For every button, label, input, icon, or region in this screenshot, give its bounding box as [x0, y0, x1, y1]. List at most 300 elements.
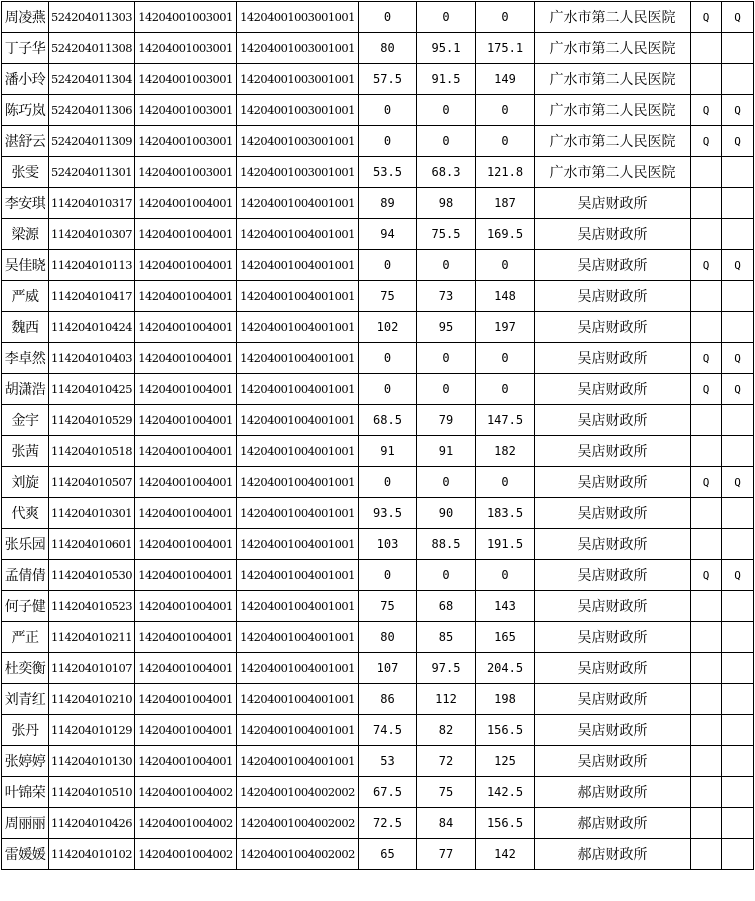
- unit-code-cell: 14204001003001: [135, 157, 237, 188]
- second-score-cell: 68: [417, 591, 476, 622]
- flag-cell-2: [722, 746, 754, 777]
- flag-cell-1: Q: [691, 343, 722, 374]
- unit-code-cell: 14204001004002: [135, 808, 237, 839]
- employer-unit-cell: 郝店财政所: [535, 839, 691, 870]
- table-row: [2, 560, 754, 591]
- flag-cell-2: [722, 312, 754, 343]
- post-code-cell: 14204001003001001: [237, 64, 359, 95]
- total-score-cell: 149: [476, 64, 535, 95]
- candidate-name-cell: 代爽: [2, 498, 49, 529]
- exam-number-cell: 114204010210: [49, 684, 135, 715]
- candidate-name-cell: 丁子华: [2, 33, 49, 64]
- candidate-name-cell: 叶锦荣: [2, 777, 49, 808]
- total-score-cell: 187: [476, 188, 535, 219]
- flag-cell-2: [722, 715, 754, 746]
- table-row: [2, 808, 754, 839]
- total-score-cell: 0: [476, 467, 535, 498]
- post-code-cell: 14204001004001001: [237, 374, 359, 405]
- flag-cell-1: [691, 808, 722, 839]
- unit-code-cell: 14204001004001: [135, 281, 237, 312]
- table-body: [2, 2, 754, 870]
- exam-number-cell: 114204010507: [49, 467, 135, 498]
- table-row: [2, 2, 754, 33]
- exam-number-cell: 114204010529: [49, 405, 135, 436]
- table-row: [2, 250, 754, 281]
- second-score-cell: 0: [417, 250, 476, 281]
- flag-cell-2: Q: [722, 467, 754, 498]
- unit-code-cell: 14204001003001: [135, 126, 237, 157]
- table-row: [2, 405, 754, 436]
- flag-cell-1: [691, 312, 722, 343]
- table-row: [2, 684, 754, 715]
- post-code-cell: 14204001004001001: [237, 188, 359, 219]
- second-score-cell: 95.1: [417, 33, 476, 64]
- post-code-cell: 14204001004001001: [237, 281, 359, 312]
- employer-unit-cell: 广水市第二人民医院: [535, 126, 691, 157]
- score-table: [1, 1, 754, 870]
- written-score-cell: 53: [359, 746, 417, 777]
- unit-code-cell: 14204001004001: [135, 498, 237, 529]
- unit-code-cell: 14204001004002: [135, 839, 237, 870]
- flag-cell-1: Q: [691, 467, 722, 498]
- flag-cell-1: Q: [691, 560, 722, 591]
- flag-cell-1: [691, 405, 722, 436]
- unit-code-cell: 14204001004001: [135, 343, 237, 374]
- second-score-cell: 68.3: [417, 157, 476, 188]
- second-score-cell: 90: [417, 498, 476, 529]
- second-score-cell: 88.5: [417, 529, 476, 560]
- total-score-cell: 198: [476, 684, 535, 715]
- flag-cell-2: [722, 281, 754, 312]
- written-score-cell: 86: [359, 684, 417, 715]
- exam-number-cell: 114204010130: [49, 746, 135, 777]
- post-code-cell: 14204001004001001: [237, 746, 359, 777]
- employer-unit-cell: 广水市第二人民医院: [535, 33, 691, 64]
- table-row: [2, 126, 754, 157]
- second-score-cell: 0: [417, 343, 476, 374]
- total-score-cell: 0: [476, 374, 535, 405]
- written-score-cell: 103: [359, 529, 417, 560]
- flag-cell-1: Q: [691, 374, 722, 405]
- second-score-cell: 98: [417, 188, 476, 219]
- written-score-cell: 53.5: [359, 157, 417, 188]
- unit-code-cell: 14204001004001: [135, 188, 237, 219]
- exam-number-cell: 114204010107: [49, 653, 135, 684]
- second-score-cell: 112: [417, 684, 476, 715]
- employer-unit-cell: 吴店财政所: [535, 622, 691, 653]
- post-code-cell: 14204001004001001: [237, 622, 359, 653]
- candidate-name-cell: 孟倩倩: [2, 560, 49, 591]
- post-code-cell: 14204001003001001: [237, 2, 359, 33]
- exam-number-cell: 114204010518: [49, 436, 135, 467]
- total-score-cell: 148: [476, 281, 535, 312]
- unit-code-cell: 14204001004001: [135, 684, 237, 715]
- employer-unit-cell: 吴店财政所: [535, 529, 691, 560]
- flag-cell-2: [722, 839, 754, 870]
- total-score-cell: 147.5: [476, 405, 535, 436]
- flag-cell-2: [722, 405, 754, 436]
- table-row: [2, 33, 754, 64]
- total-score-cell: 197: [476, 312, 535, 343]
- unit-code-cell: 14204001004001: [135, 715, 237, 746]
- total-score-cell: 143: [476, 591, 535, 622]
- employer-unit-cell: 广水市第二人民医院: [535, 64, 691, 95]
- second-score-cell: 0: [417, 126, 476, 157]
- flag-cell-1: [691, 33, 722, 64]
- post-code-cell: 14204001003001001: [237, 157, 359, 188]
- post-code-cell: 14204001004001001: [237, 498, 359, 529]
- table-row: [2, 839, 754, 870]
- exam-number-cell: 114204010307: [49, 219, 135, 250]
- table-row: [2, 746, 754, 777]
- second-score-cell: 84: [417, 808, 476, 839]
- total-score-cell: 121.8: [476, 157, 535, 188]
- total-score-cell: 175.1: [476, 33, 535, 64]
- flag-cell-2: [722, 622, 754, 653]
- candidate-name-cell: 周丽丽: [2, 808, 49, 839]
- written-score-cell: 0: [359, 2, 417, 33]
- second-score-cell: 75: [417, 777, 476, 808]
- unit-code-cell: 14204001004001: [135, 746, 237, 777]
- table-row: [2, 64, 754, 95]
- employer-unit-cell: 吴店财政所: [535, 467, 691, 498]
- candidate-name-cell: 金宇: [2, 405, 49, 436]
- candidate-name-cell: 梁源: [2, 219, 49, 250]
- post-code-cell: 14204001004002002: [237, 839, 359, 870]
- exam-number-cell: 114204010425: [49, 374, 135, 405]
- flag-cell-2: Q: [722, 2, 754, 33]
- written-score-cell: 0: [359, 250, 417, 281]
- candidate-name-cell: 张茜: [2, 436, 49, 467]
- exam-number-cell: 524204011306: [49, 95, 135, 126]
- post-code-cell: 14204001004002002: [237, 777, 359, 808]
- employer-unit-cell: 吴店财政所: [535, 591, 691, 622]
- flag-cell-1: [691, 684, 722, 715]
- candidate-name-cell: 刘青红: [2, 684, 49, 715]
- exam-number-cell: 524204011308: [49, 33, 135, 64]
- flag-cell-2: Q: [722, 95, 754, 126]
- employer-unit-cell: 吴店财政所: [535, 250, 691, 281]
- flag-cell-2: [722, 808, 754, 839]
- unit-code-cell: 14204001004001: [135, 467, 237, 498]
- total-score-cell: 0: [476, 95, 535, 126]
- flag-cell-2: Q: [722, 374, 754, 405]
- unit-code-cell: 14204001004001: [135, 405, 237, 436]
- employer-unit-cell: 吴店财政所: [535, 374, 691, 405]
- total-score-cell: 169.5: [476, 219, 535, 250]
- written-score-cell: 80: [359, 33, 417, 64]
- total-score-cell: 0: [476, 560, 535, 591]
- post-code-cell: 14204001004001001: [237, 312, 359, 343]
- table-row: [2, 467, 754, 498]
- table-row: [2, 95, 754, 126]
- post-code-cell: 14204001004001001: [237, 529, 359, 560]
- exam-number-cell: 524204011303: [49, 2, 135, 33]
- flag-cell-1: Q: [691, 126, 722, 157]
- flag-cell-2: [722, 436, 754, 467]
- candidate-name-cell: 李卓然: [2, 343, 49, 374]
- employer-unit-cell: 吴店财政所: [535, 312, 691, 343]
- flag-cell-2: [722, 64, 754, 95]
- total-score-cell: 182: [476, 436, 535, 467]
- exam-number-cell: 114204010211: [49, 622, 135, 653]
- written-score-cell: 75: [359, 281, 417, 312]
- candidate-name-cell: 何子健: [2, 591, 49, 622]
- flag-cell-1: [691, 746, 722, 777]
- candidate-name-cell: 魏西: [2, 312, 49, 343]
- table-row: [2, 374, 754, 405]
- total-score-cell: 125: [476, 746, 535, 777]
- table-row: [2, 312, 754, 343]
- total-score-cell: 165: [476, 622, 535, 653]
- total-score-cell: 156.5: [476, 808, 535, 839]
- post-code-cell: 14204001004001001: [237, 560, 359, 591]
- flag-cell-2: Q: [722, 560, 754, 591]
- written-score-cell: 0: [359, 95, 417, 126]
- second-score-cell: 75.5: [417, 219, 476, 250]
- written-score-cell: 93.5: [359, 498, 417, 529]
- employer-unit-cell: 广水市第二人民医院: [535, 2, 691, 33]
- flag-cell-1: [691, 498, 722, 529]
- table-row: [2, 653, 754, 684]
- exam-number-cell: 114204010601: [49, 529, 135, 560]
- table-row: [2, 281, 754, 312]
- table-row: [2, 715, 754, 746]
- candidate-name-cell: 张雯: [2, 157, 49, 188]
- table-row: [2, 529, 754, 560]
- total-score-cell: 142.5: [476, 777, 535, 808]
- flag-cell-2: [722, 653, 754, 684]
- second-score-cell: 97.5: [417, 653, 476, 684]
- unit-code-cell: 14204001004001: [135, 250, 237, 281]
- unit-code-cell: 14204001004001: [135, 312, 237, 343]
- total-score-cell: 0: [476, 2, 535, 33]
- post-code-cell: 14204001003001001: [237, 95, 359, 126]
- candidate-name-cell: 陈巧岚: [2, 95, 49, 126]
- exam-number-cell: 114204010424: [49, 312, 135, 343]
- exam-number-cell: 114204010417: [49, 281, 135, 312]
- post-code-cell: 14204001003001001: [237, 33, 359, 64]
- second-score-cell: 95: [417, 312, 476, 343]
- flag-cell-2: [722, 684, 754, 715]
- employer-unit-cell: 吴店财政所: [535, 498, 691, 529]
- total-score-cell: 142: [476, 839, 535, 870]
- unit-code-cell: 14204001004001: [135, 591, 237, 622]
- candidate-name-cell: 李安琪: [2, 188, 49, 219]
- exam-number-cell: 114204010301: [49, 498, 135, 529]
- table-row: [2, 498, 754, 529]
- flag-cell-2: [722, 188, 754, 219]
- unit-code-cell: 14204001003001: [135, 64, 237, 95]
- written-score-cell: 0: [359, 467, 417, 498]
- second-score-cell: 0: [417, 374, 476, 405]
- employer-unit-cell: 郝店财政所: [535, 808, 691, 839]
- flag-cell-1: [691, 715, 722, 746]
- flag-cell-2: Q: [722, 126, 754, 157]
- total-score-cell: 204.5: [476, 653, 535, 684]
- candidate-name-cell: 湛舒云: [2, 126, 49, 157]
- written-score-cell: 65: [359, 839, 417, 870]
- flag-cell-1: [691, 281, 722, 312]
- second-score-cell: 72: [417, 746, 476, 777]
- table-row: [2, 622, 754, 653]
- exam-number-cell: 114204010510: [49, 777, 135, 808]
- written-score-cell: 107: [359, 653, 417, 684]
- unit-code-cell: 14204001003001: [135, 2, 237, 33]
- employer-unit-cell: 吴店财政所: [535, 436, 691, 467]
- written-score-cell: 0: [359, 560, 417, 591]
- unit-code-cell: 14204001004001: [135, 653, 237, 684]
- table-row: [2, 157, 754, 188]
- total-score-cell: 183.5: [476, 498, 535, 529]
- employer-unit-cell: 广水市第二人民医院: [535, 95, 691, 126]
- unit-code-cell: 14204001004001: [135, 560, 237, 591]
- written-score-cell: 72.5: [359, 808, 417, 839]
- employer-unit-cell: 郝店财政所: [535, 777, 691, 808]
- total-score-cell: 156.5: [476, 715, 535, 746]
- exam-number-cell: 114204010426: [49, 808, 135, 839]
- written-score-cell: 75: [359, 591, 417, 622]
- candidate-name-cell: 胡潇浩: [2, 374, 49, 405]
- written-score-cell: 89: [359, 188, 417, 219]
- flag-cell-2: Q: [722, 343, 754, 374]
- post-code-cell: 14204001003001001: [237, 126, 359, 157]
- post-code-cell: 14204001004001001: [237, 250, 359, 281]
- second-score-cell: 79: [417, 405, 476, 436]
- candidate-name-cell: 严正: [2, 622, 49, 653]
- flag-cell-1: Q: [691, 2, 722, 33]
- exam-number-cell: 114204010523: [49, 591, 135, 622]
- post-code-cell: 14204001004001001: [237, 405, 359, 436]
- candidate-name-cell: 雷媛媛: [2, 839, 49, 870]
- second-score-cell: 91.5: [417, 64, 476, 95]
- table-row: [2, 343, 754, 374]
- unit-code-cell: 14204001004001: [135, 374, 237, 405]
- exam-number-cell: 114204010317: [49, 188, 135, 219]
- unit-code-cell: 14204001004001: [135, 436, 237, 467]
- employer-unit-cell: 广水市第二人民医院: [535, 157, 691, 188]
- exam-number-cell: 114204010530: [49, 560, 135, 591]
- written-score-cell: 0: [359, 374, 417, 405]
- candidate-name-cell: 刘旋: [2, 467, 49, 498]
- employer-unit-cell: 吴店财政所: [535, 343, 691, 374]
- table-row: [2, 219, 754, 250]
- exam-number-cell: 524204011304: [49, 64, 135, 95]
- flag-cell-1: [691, 157, 722, 188]
- post-code-cell: 14204001004001001: [237, 343, 359, 374]
- unit-code-cell: 14204001004001: [135, 219, 237, 250]
- flag-cell-1: [691, 653, 722, 684]
- flag-cell-1: [691, 529, 722, 560]
- flag-cell-2: [722, 219, 754, 250]
- table-row: [2, 436, 754, 467]
- written-score-cell: 68.5: [359, 405, 417, 436]
- flag-cell-1: Q: [691, 95, 722, 126]
- candidate-name-cell: 张婷婷: [2, 746, 49, 777]
- employer-unit-cell: 吴店财政所: [535, 219, 691, 250]
- flag-cell-1: [691, 777, 722, 808]
- flag-cell-1: [691, 219, 722, 250]
- post-code-cell: 14204001004001001: [237, 684, 359, 715]
- unit-code-cell: 14204001004001: [135, 622, 237, 653]
- flag-cell-1: [691, 591, 722, 622]
- written-score-cell: 0: [359, 343, 417, 374]
- flag-cell-2: Q: [722, 250, 754, 281]
- second-score-cell: 91: [417, 436, 476, 467]
- written-score-cell: 102: [359, 312, 417, 343]
- flag-cell-1: [691, 839, 722, 870]
- flag-cell-2: [722, 33, 754, 64]
- unit-code-cell: 14204001003001: [135, 95, 237, 126]
- total-score-cell: 0: [476, 126, 535, 157]
- post-code-cell: 14204001004001001: [237, 653, 359, 684]
- total-score-cell: 0: [476, 250, 535, 281]
- second-score-cell: 73: [417, 281, 476, 312]
- exam-number-cell: 114204010113: [49, 250, 135, 281]
- employer-unit-cell: 吴店财政所: [535, 684, 691, 715]
- total-score-cell: 0: [476, 343, 535, 374]
- unit-code-cell: 14204001004002: [135, 777, 237, 808]
- candidate-name-cell: 潘小玲: [2, 64, 49, 95]
- flag-cell-1: [691, 436, 722, 467]
- written-score-cell: 94: [359, 219, 417, 250]
- table-row: [2, 777, 754, 808]
- second-score-cell: 85: [417, 622, 476, 653]
- written-score-cell: 74.5: [359, 715, 417, 746]
- unit-code-cell: 14204001003001: [135, 33, 237, 64]
- written-score-cell: 91: [359, 436, 417, 467]
- employer-unit-cell: 吴店财政所: [535, 188, 691, 219]
- flag-cell-2: [722, 777, 754, 808]
- employer-unit-cell: 吴店财政所: [535, 560, 691, 591]
- post-code-cell: 14204001004001001: [237, 591, 359, 622]
- exam-number-cell: 524204011301: [49, 157, 135, 188]
- candidate-name-cell: 吴佳晓: [2, 250, 49, 281]
- unit-code-cell: 14204001004001: [135, 529, 237, 560]
- post-code-cell: 14204001004001001: [237, 715, 359, 746]
- second-score-cell: 77: [417, 839, 476, 870]
- written-score-cell: 80: [359, 622, 417, 653]
- employer-unit-cell: 吴店财政所: [535, 281, 691, 312]
- flag-cell-2: [722, 157, 754, 188]
- written-score-cell: 67.5: [359, 777, 417, 808]
- total-score-cell: 191.5: [476, 529, 535, 560]
- flag-cell-1: Q: [691, 250, 722, 281]
- employer-unit-cell: 吴店财政所: [535, 405, 691, 436]
- candidate-name-cell: 杜奕衡: [2, 653, 49, 684]
- second-score-cell: 0: [417, 2, 476, 33]
- employer-unit-cell: 吴店财政所: [535, 715, 691, 746]
- flag-cell-2: [722, 498, 754, 529]
- written-score-cell: 57.5: [359, 64, 417, 95]
- employer-unit-cell: 吴店财政所: [535, 746, 691, 777]
- second-score-cell: 82: [417, 715, 476, 746]
- written-score-cell: 0: [359, 126, 417, 157]
- candidate-name-cell: 张丹: [2, 715, 49, 746]
- second-score-cell: 0: [417, 467, 476, 498]
- exam-number-cell: 114204010403: [49, 343, 135, 374]
- candidate-name-cell: 周凌燕: [2, 2, 49, 33]
- post-code-cell: 14204001004001001: [237, 436, 359, 467]
- candidate-name-cell: 张乐园: [2, 529, 49, 560]
- flag-cell-2: [722, 529, 754, 560]
- post-code-cell: 14204001004002002: [237, 808, 359, 839]
- flag-cell-1: [691, 64, 722, 95]
- flag-cell-1: [691, 188, 722, 219]
- flag-cell-1: [691, 622, 722, 653]
- exam-number-cell: 524204011309: [49, 126, 135, 157]
- post-code-cell: 14204001004001001: [237, 467, 359, 498]
